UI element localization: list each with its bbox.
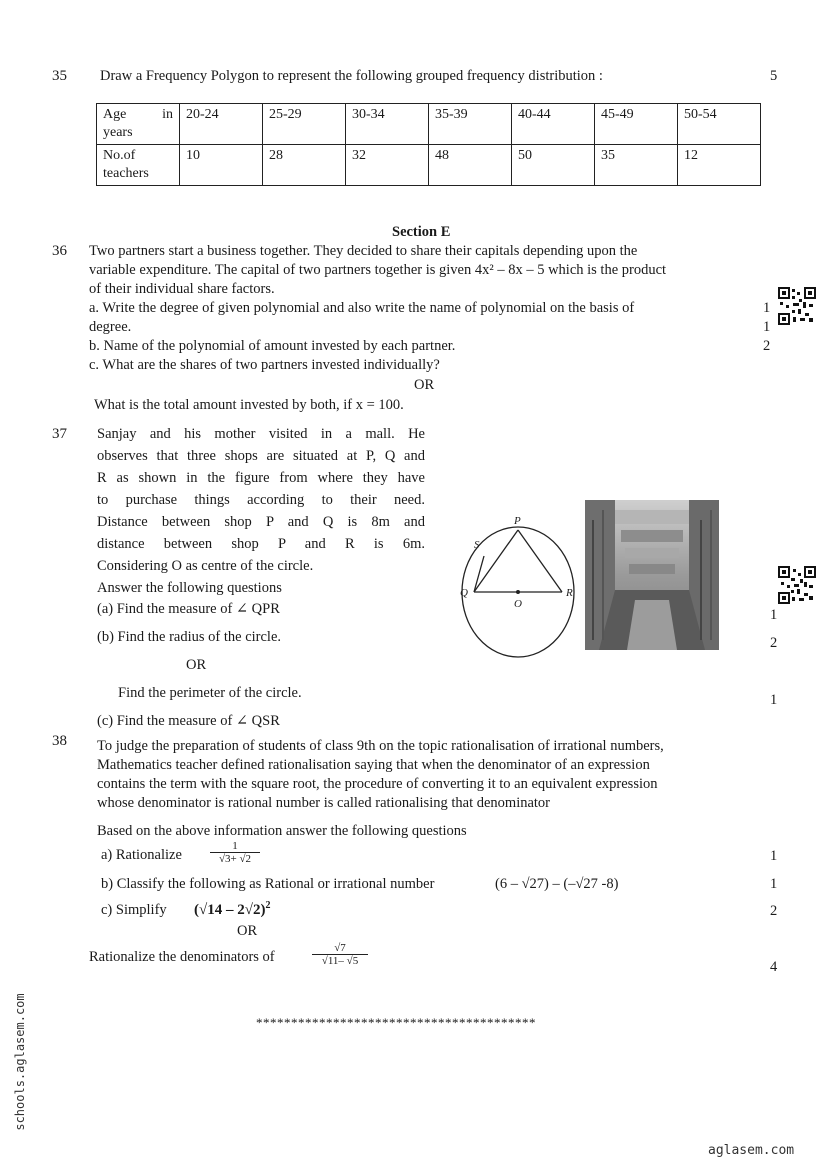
teachers-cell: 32 (346, 145, 429, 186)
q37-part-c: (c) Find the measure of ∠ QSR (97, 713, 280, 729)
q38-part-c-label: c) Simplify (101, 902, 167, 918)
end-divider: **************************************** (256, 1015, 536, 1030)
age-label: Age (103, 107, 127, 122)
q35-text: Draw a Frequency Polygon to represent the following grouped frequency distribution : (100, 68, 603, 84)
age-cell: 30-34 (346, 104, 429, 145)
q37-line3: R as shown in the figure from where they have (97, 470, 425, 486)
q36-part-a: a. Write the degree of given polynomial and also write the name of polynomial on the basis of (89, 300, 635, 316)
q38-marks-or: 4 (770, 959, 778, 975)
teachers-label-a: No.of (103, 148, 136, 163)
age-cell: 35-39 (429, 104, 512, 145)
exponent: 2 (265, 900, 271, 911)
age-cell: 25-29 (263, 104, 346, 145)
q37-part-a: (a) Find the measure of ∠ QPR (97, 601, 280, 617)
q37-or-question: Find the perimeter of the circle. (118, 685, 302, 701)
q37-instruction: Answer the following questions (97, 580, 282, 596)
q36-marks-a2: 1 (763, 319, 771, 335)
age-label-in: in (162, 107, 173, 122)
q36-part-a-cont: degree. (89, 319, 132, 335)
q38-or: OR (237, 923, 258, 939)
qr-code-icon (778, 566, 816, 604)
table-header-teachers (97, 145, 180, 186)
q36-marks-a: 1 (763, 300, 771, 316)
q37-marks-b: 2 (770, 635, 778, 651)
q38-or-question: Rationalize the denominators of (89, 949, 275, 965)
q36-line2: variable expenditure. The capital of two partners together is given 4x² – 8x – 5 which is the product (89, 262, 667, 278)
footer-site: aglasem.com (708, 1143, 795, 1158)
teachers-label-b: teachers (103, 166, 149, 181)
fraction-denominator: √3+ √2 (218, 853, 252, 865)
q38-part-a-label: a) Rationalize (101, 847, 182, 863)
q37-line2: observes that three shops are situated at P, Q and (97, 448, 425, 464)
label-q: Q (460, 587, 468, 599)
q37-line6: distance between shop P and R is 6m. (97, 536, 425, 552)
label-r: R (566, 587, 573, 599)
q38-part-b-label: b) Classify the following as Rational or irrational number (101, 876, 435, 892)
q38-or-fraction (312, 942, 368, 967)
q37-line1: Sanjay and his mother visited in a mall. He (97, 426, 425, 442)
age-cell: 50-54 (678, 104, 761, 145)
q38-marks-c: 2 (770, 903, 778, 919)
q38-line1: To judge the preparation of students of class 9th on the topic rationalisation of irrational numbers, (97, 738, 664, 754)
fraction-denominator: √11– √5 (321, 955, 359, 967)
q38-instruction: Based on the above information answer the following questions (97, 823, 467, 839)
q36-line1: Two partners start a business together. They decided to share their capitals depending upon the (89, 243, 638, 259)
table-row (97, 145, 761, 186)
q38-part-a-fraction (210, 840, 260, 865)
label-s: S (474, 539, 480, 551)
teachers-cell: 50 (512, 145, 595, 186)
q38-part-c-expression (194, 900, 270, 919)
table-header-age (97, 104, 180, 145)
fraction-numerator: √7 (312, 942, 368, 955)
q37-number: 37 (52, 426, 67, 442)
q38-line4: whose denominator is rational number is called rationalising that denominator (97, 795, 551, 811)
teachers-cell: 12 (678, 145, 761, 186)
q36-line3: of their individual share factors. (89, 281, 275, 297)
circle-figure (456, 510, 584, 660)
teachers-cell: 48 (429, 145, 512, 186)
age-cell: 40-44 (512, 104, 595, 145)
simplify-expression: (√14 – 2√2) (194, 902, 266, 918)
q36-or: OR (414, 377, 435, 393)
q38-part-b-expression: (6 – √27) – (–√27 -8) (495, 876, 619, 892)
q37-or: OR (186, 657, 207, 673)
qr-code-icon (778, 287, 816, 325)
q37-part-b: (b) Find the radius of the circle. (97, 629, 282, 645)
q35-number: 35 (52, 68, 67, 84)
q37-line5: Distance between shop P and Q is 8m and (97, 514, 425, 530)
age-label-years: years (103, 125, 133, 140)
q38-number: 38 (52, 733, 67, 749)
q38-marks-a: 1 (770, 848, 778, 864)
age-cell: 20-24 (180, 104, 263, 145)
q37-line7: Considering O as centre of the circle. (97, 558, 314, 574)
q38-marks-b: 1 (770, 876, 778, 892)
q37-marks-or: 1 (770, 692, 778, 708)
q35-marks: 5 (770, 68, 778, 84)
label-p: P (514, 515, 521, 527)
label-o: O (514, 598, 522, 610)
side-watermark: schools.aglasem.com (13, 993, 27, 1131)
teachers-cell: 28 (263, 145, 346, 186)
frequency-table (96, 103, 761, 186)
q38-line2: Mathematics teacher defined rationalisation saying that when the denominator of an expression (97, 757, 650, 773)
q37-marks-a: 1 (770, 607, 778, 623)
q37-line4: to purchase things according to their need. (97, 492, 425, 508)
q36-number: 36 (52, 243, 67, 259)
q36-part-c: c. What are the shares of two partners invested individually? (89, 357, 440, 373)
teachers-cell: 35 (595, 145, 678, 186)
fraction-numerator: 1 (210, 840, 260, 853)
q36-part-b: b. Name of the polynomial of amount invested by each partner. (89, 338, 456, 354)
q36-marks-b: 2 (763, 338, 771, 354)
age-cell: 45-49 (595, 104, 678, 145)
table-row (97, 104, 761, 145)
section-e-heading: Section E (392, 224, 451, 240)
q38-line3: contains the term with the square root, the procedure of converting it to an equivalent expression (97, 776, 658, 792)
mall-photo (585, 500, 719, 650)
teachers-cell: 10 (180, 145, 263, 186)
q36-or-question: What is the total amount invested by both, if x = 100. (94, 397, 404, 413)
